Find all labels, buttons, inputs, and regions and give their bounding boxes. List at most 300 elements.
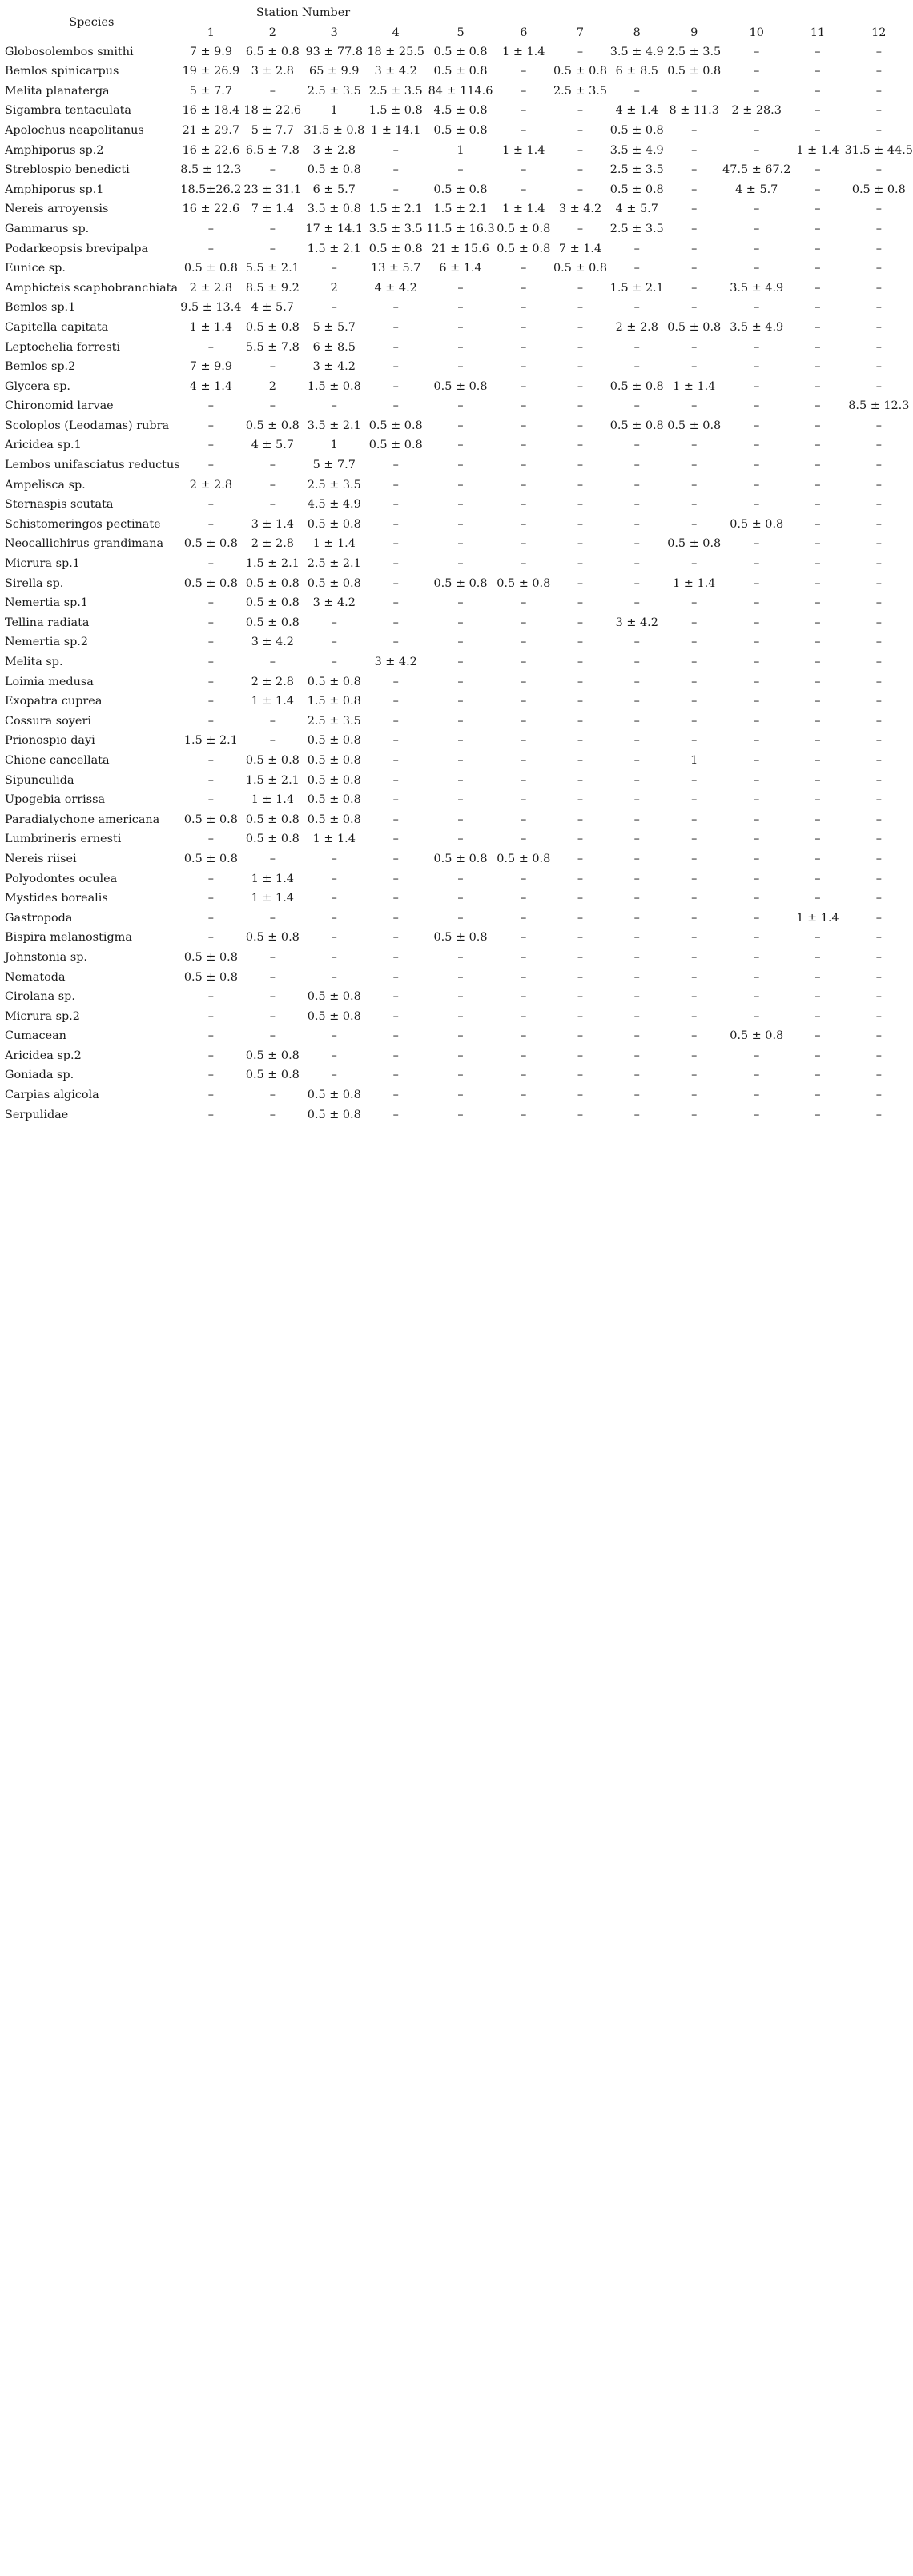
abundance-cell-station-8: 4 ± 1.4 xyxy=(615,104,658,118)
abundance-cell-station-12: – xyxy=(875,773,882,787)
abundance-cell-station-2: – xyxy=(269,163,276,177)
station-number-9: 9 xyxy=(690,26,698,39)
abundance-cell-station-9: – xyxy=(691,84,698,98)
abundance-cell-station-9: – xyxy=(691,636,698,649)
abundance-cell-station-1: – xyxy=(207,1009,214,1023)
abundance-cell-station-12: – xyxy=(875,262,882,275)
abundance-cell-station-9: – xyxy=(691,123,698,137)
abundance-cell-station-3: 0.5 ± 0.8 xyxy=(307,734,361,748)
abundance-cell-station-4: 13 ± 5.7 xyxy=(370,262,421,275)
abundance-cell-station-3: 3.5 ± 0.8 xyxy=(307,203,361,216)
species-abundance-table xyxy=(3,3,913,1125)
abundance-cell-station-5: – xyxy=(457,950,464,964)
abundance-cell-station-12: – xyxy=(875,379,882,393)
species-name-cell: Cirolana sp. xyxy=(5,990,75,1004)
abundance-cell-station-11: – xyxy=(814,872,821,885)
abundance-cell-station-9: – xyxy=(691,892,698,905)
species-name-cell: Sipunculida xyxy=(5,773,74,787)
species-name-cell: Prionospio dayi xyxy=(5,734,95,748)
abundance-cell-station-8: – xyxy=(633,656,640,668)
abundance-cell-station-8: 0.5 ± 0.8 xyxy=(609,123,664,137)
abundance-cell-station-10: – xyxy=(754,695,760,708)
abundance-cell-station-10: – xyxy=(754,45,760,58)
table-row xyxy=(3,751,913,771)
abundance-cell-station-10: – xyxy=(754,557,760,571)
abundance-cell-station-12: – xyxy=(875,163,882,177)
species-name-cell: Amphicteis scaphobranchiata xyxy=(5,281,179,295)
abundance-cell-station-3: 93 ± 77.8 xyxy=(305,45,364,58)
abundance-cell-station-9: – xyxy=(691,262,698,275)
abundance-cell-station-4: 4 ± 4.2 xyxy=(374,281,417,295)
abundance-cell-station-3: 0.5 ± 0.8 xyxy=(307,773,361,787)
abundance-cell-station-4: – xyxy=(392,596,399,610)
abundance-cell-station-2: 2 ± 2.8 xyxy=(251,537,294,551)
abundance-cell-station-4: – xyxy=(392,1108,399,1121)
abundance-cell-station-6: – xyxy=(521,419,527,432)
species-name-cell: Amphiporus sp.1 xyxy=(5,183,104,196)
abundance-cell-station-4: – xyxy=(392,714,399,728)
abundance-cell-station-12: – xyxy=(875,753,882,767)
abundance-cell-station-5: – xyxy=(457,734,464,748)
abundance-cell-station-10: – xyxy=(754,813,760,826)
abundance-cell-station-4: – xyxy=(392,1089,399,1102)
abundance-cell-station-3: 1.5 ± 2.1 xyxy=(307,242,361,255)
abundance-cell-station-12: – xyxy=(875,636,882,649)
abundance-cell-station-5: 0.5 ± 0.8 xyxy=(433,852,488,865)
abundance-cell-station-11: – xyxy=(814,970,821,984)
abundance-cell-station-11: – xyxy=(814,753,821,767)
table-row xyxy=(3,515,913,535)
abundance-cell-station-2: 4 ± 5.7 xyxy=(251,301,294,315)
abundance-cell-station-7: – xyxy=(577,990,584,1004)
abundance-cell-station-1: – xyxy=(207,990,214,1004)
abundance-cell-station-8: – xyxy=(633,911,640,925)
abundance-cell-station-2: 5 ± 7.7 xyxy=(251,123,294,137)
abundance-cell-station-5: – xyxy=(457,793,464,807)
abundance-cell-station-10: – xyxy=(754,340,760,354)
abundance-cell-station-7: – xyxy=(577,714,584,728)
abundance-cell-station-5: – xyxy=(457,656,464,668)
abundance-cell-station-12: – xyxy=(875,872,882,885)
abundance-cell-station-1: 18.5±26.2 xyxy=(180,183,242,196)
abundance-cell-station-6: – xyxy=(521,498,527,512)
abundance-cell-station-11: – xyxy=(814,104,821,118)
abundance-cell-station-9: – xyxy=(691,281,698,295)
abundance-cell-station-2: 6.5 ± 0.8 xyxy=(245,45,300,58)
abundance-cell-station-4: – xyxy=(392,636,399,649)
species-name-cell: Carpias algicola xyxy=(5,1089,99,1102)
species-name-cell: Capitella capitata xyxy=(5,320,109,334)
abundance-cell-station-3: – xyxy=(331,970,337,984)
abundance-cell-station-6: – xyxy=(521,950,527,964)
abundance-cell-station-9: – xyxy=(691,399,698,413)
table-row xyxy=(3,968,913,988)
abundance-cell-station-8: 6 ± 8.5 xyxy=(615,65,658,78)
abundance-cell-station-7: – xyxy=(577,1069,584,1082)
abundance-cell-station-2: 0.5 ± 0.8 xyxy=(245,1069,300,1082)
abundance-cell-station-9: – xyxy=(691,1009,698,1023)
abundance-cell-station-8: – xyxy=(633,950,640,964)
abundance-cell-station-9: – xyxy=(691,439,698,452)
table-row xyxy=(3,357,913,377)
species-name-cell: Ampelisca sp. xyxy=(5,478,86,492)
abundance-cell-station-10: – xyxy=(754,852,760,865)
abundance-cell-station-7: – xyxy=(577,636,584,649)
abundance-cell-station-12: – xyxy=(875,65,882,78)
species-name-cell: Sigambra tentaculata xyxy=(5,104,131,118)
abundance-cell-station-7: – xyxy=(577,1049,584,1062)
abundance-cell-station-11: – xyxy=(814,950,821,964)
abundance-cell-station-6: – xyxy=(521,872,527,885)
table-row xyxy=(3,1105,913,1125)
abundance-cell-station-4: – xyxy=(392,931,399,945)
abundance-cell-station-4: – xyxy=(392,734,399,748)
abundance-cell-station-4: 2.5 ± 3.5 xyxy=(368,84,423,98)
table-row xyxy=(3,279,913,299)
abundance-cell-station-11: – xyxy=(814,734,821,748)
abundance-cell-station-7: – xyxy=(577,793,584,807)
abundance-cell-station-12: 31.5 ± 44.5 xyxy=(844,143,913,157)
abundance-cell-station-8: 2.5 ± 3.5 xyxy=(609,222,664,235)
abundance-cell-station-9: – xyxy=(691,1029,698,1043)
abundance-cell-station-12: – xyxy=(875,222,882,235)
abundance-cell-station-3: 2.5 ± 2.1 xyxy=(307,557,361,571)
species-name-cell: Aricidea sp.1 xyxy=(5,439,82,452)
abundance-cell-station-6: – xyxy=(521,478,527,492)
abundance-cell-station-2: 1 ± 1.4 xyxy=(251,793,294,807)
abundance-cell-station-1: 2 ± 2.8 xyxy=(189,478,232,492)
abundance-cell-station-3: – xyxy=(331,616,337,629)
abundance-cell-station-11: – xyxy=(814,1108,821,1121)
abundance-cell-station-10: – xyxy=(754,990,760,1004)
abundance-cell-station-4: – xyxy=(392,990,399,1004)
abundance-cell-station-6: – xyxy=(521,734,527,748)
abundance-cell-station-6: – xyxy=(521,262,527,275)
abundance-cell-station-6: – xyxy=(521,1089,527,1102)
abundance-cell-station-5: – xyxy=(457,813,464,826)
table-row xyxy=(3,121,913,141)
abundance-cell-station-4: – xyxy=(392,360,399,374)
abundance-cell-station-9: – xyxy=(691,596,698,610)
abundance-cell-station-2: 1 ± 1.4 xyxy=(251,892,294,905)
abundance-cell-station-1: 16 ± 18.4 xyxy=(182,104,240,118)
abundance-cell-station-8: – xyxy=(633,675,640,688)
abundance-cell-station-8: – xyxy=(633,596,640,610)
table-row xyxy=(3,652,913,672)
abundance-cell-station-7: – xyxy=(577,753,584,767)
species-name-cell: Upogebia orrissa xyxy=(5,793,106,807)
abundance-cell-station-2: 5.5 ± 7.8 xyxy=(245,340,300,354)
abundance-cell-station-4: – xyxy=(392,1069,399,1082)
abundance-cell-station-8: 3.5 ± 4.9 xyxy=(609,45,664,58)
station-number-8: 8 xyxy=(633,26,641,39)
abundance-cell-station-9: – xyxy=(691,478,698,492)
abundance-cell-station-9: – xyxy=(691,143,698,157)
abundance-cell-station-5: – xyxy=(457,459,464,472)
table-row xyxy=(3,928,913,948)
abundance-cell-station-8: 3 ± 4.2 xyxy=(615,616,658,629)
abundance-cell-station-4: – xyxy=(392,1029,399,1043)
abundance-cell-station-2: 1.5 ± 2.1 xyxy=(245,557,300,571)
abundance-cell-station-1: 1.5 ± 2.1 xyxy=(183,734,238,748)
abundance-cell-station-10: – xyxy=(754,262,760,275)
abundance-cell-station-4: 1 ± 14.1 xyxy=(370,123,421,137)
abundance-cell-station-11: – xyxy=(814,675,821,688)
abundance-cell-station-3: 0.5 ± 0.8 xyxy=(307,793,361,807)
table-row xyxy=(3,318,913,338)
abundance-cell-station-10: – xyxy=(754,636,760,649)
abundance-cell-station-10: – xyxy=(754,753,760,767)
table-row xyxy=(3,42,913,62)
table-row xyxy=(3,141,913,161)
abundance-cell-station-1: – xyxy=(207,656,214,668)
table-row xyxy=(3,1065,913,1085)
species-name-cell: Nereis arroyensis xyxy=(5,203,109,216)
abundance-cell-station-9: 0.5 ± 0.8 xyxy=(667,65,722,78)
abundance-cell-station-4: – xyxy=(392,301,399,315)
abundance-cell-station-2: 0.5 ± 0.8 xyxy=(245,576,300,590)
species-name-cell: Exopatra cuprea xyxy=(5,695,103,708)
abundance-cell-station-5: – xyxy=(457,1009,464,1023)
abundance-cell-station-10: – xyxy=(754,1089,760,1102)
abundance-cell-station-1: 21 ± 29.7 xyxy=(182,123,240,137)
abundance-cell-station-11: – xyxy=(814,459,821,472)
abundance-cell-station-2: 7 ± 1.4 xyxy=(251,203,294,216)
abundance-cell-station-11: – xyxy=(814,281,821,295)
abundance-cell-station-3: 3 ± 4.2 xyxy=(312,360,356,374)
abundance-cell-station-5: 6 ± 1.4 xyxy=(439,262,482,275)
abundance-cell-station-4: 3 ± 4.2 xyxy=(374,65,417,78)
station-number-11: 11 xyxy=(810,26,826,39)
abundance-cell-station-2: – xyxy=(269,656,276,668)
abundance-cell-station-9: 1 xyxy=(690,753,698,767)
abundance-cell-station-7: – xyxy=(577,734,584,748)
abundance-cell-station-7: – xyxy=(577,517,584,531)
abundance-cell-station-2: – xyxy=(269,360,276,374)
abundance-cell-station-1: – xyxy=(207,498,214,512)
abundance-cell-station-12: – xyxy=(875,576,882,590)
abundance-cell-station-6: – xyxy=(521,675,527,688)
abundance-cell-station-12: – xyxy=(875,123,882,137)
abundance-cell-station-2: – xyxy=(269,242,276,255)
abundance-cell-station-10: – xyxy=(754,833,760,846)
abundance-cell-station-2: 2 xyxy=(268,379,276,393)
abundance-cell-station-6: 1 ± 1.4 xyxy=(502,203,545,216)
abundance-cell-station-2: – xyxy=(269,950,276,964)
abundance-cell-station-4: – xyxy=(392,753,399,767)
abundance-cell-station-1: 7 ± 9.9 xyxy=(189,360,232,374)
abundance-cell-station-2: – xyxy=(269,498,276,512)
abundance-cell-station-1: – xyxy=(207,439,214,452)
abundance-cell-station-4: – xyxy=(392,163,399,177)
abundance-cell-station-11: – xyxy=(814,636,821,649)
abundance-cell-station-11: – xyxy=(814,656,821,668)
abundance-cell-station-5: 21 ± 15.6 xyxy=(432,242,489,255)
abundance-cell-station-3: 0.5 ± 0.8 xyxy=(307,1009,361,1023)
abundance-cell-station-3: 1.5 ± 0.8 xyxy=(307,695,361,708)
abundance-cell-station-5: 11.5 ± 16.3 xyxy=(426,222,495,235)
abundance-cell-station-12: – xyxy=(875,990,882,1004)
abundance-cell-station-5: 0.5 ± 0.8 xyxy=(433,379,488,393)
abundance-cell-station-12: – xyxy=(875,439,882,452)
abundance-cell-station-12: – xyxy=(875,734,882,748)
species-name-cell: Apolochus neapolitanus xyxy=(5,123,144,137)
abundance-cell-station-7: – xyxy=(577,183,584,196)
abundance-cell-station-11: – xyxy=(814,892,821,905)
abundance-cell-station-11: – xyxy=(814,695,821,708)
abundance-cell-station-4: – xyxy=(392,970,399,984)
abundance-cell-station-3: – xyxy=(331,852,337,865)
species-name-cell: Chironomid larvae xyxy=(5,399,114,413)
species-name-cell: Bispira melanostigma xyxy=(5,931,132,945)
abundance-cell-station-1: – xyxy=(207,340,214,354)
abundance-cell-station-5: – xyxy=(457,892,464,905)
abundance-cell-station-3: 3 ± 4.2 xyxy=(312,596,356,610)
abundance-cell-station-10: – xyxy=(754,616,760,629)
abundance-cell-station-8: – xyxy=(633,793,640,807)
abundance-cell-station-12: – xyxy=(875,833,882,846)
abundance-cell-station-8: – xyxy=(633,813,640,826)
abundance-cell-station-8: 4 ± 5.7 xyxy=(615,203,658,216)
abundance-cell-station-3: 1 xyxy=(330,439,338,452)
abundance-cell-station-12: – xyxy=(875,517,882,531)
abundance-cell-station-7: – xyxy=(577,675,584,688)
abundance-cell-station-4: 18 ± 25.5 xyxy=(367,45,424,58)
abundance-cell-station-10: – xyxy=(754,537,760,551)
abundance-cell-station-8: – xyxy=(633,576,640,590)
abundance-cell-station-8: – xyxy=(633,1009,640,1023)
abundance-cell-station-4: – xyxy=(392,537,399,551)
table-row xyxy=(3,672,913,692)
abundance-cell-station-6: – xyxy=(521,714,527,728)
abundance-cell-station-8: – xyxy=(633,360,640,374)
abundance-cell-station-11: – xyxy=(814,833,821,846)
abundance-cell-station-6: – xyxy=(521,399,527,413)
table-body xyxy=(3,42,913,1125)
abundance-cell-station-9: – xyxy=(691,793,698,807)
abundance-cell-station-7: – xyxy=(577,498,584,512)
abundance-cell-station-7: – xyxy=(577,320,584,334)
station-number-12: 12 xyxy=(871,26,887,39)
abundance-cell-station-7: – xyxy=(577,301,584,315)
abundance-cell-station-6: – xyxy=(521,656,527,668)
abundance-cell-station-6: – xyxy=(521,360,527,374)
abundance-cell-station-12: – xyxy=(875,596,882,610)
abundance-cell-station-11: – xyxy=(814,576,821,590)
species-name-cell: Tellina radiata xyxy=(5,616,90,629)
abundance-cell-station-4: – xyxy=(392,833,399,846)
abundance-cell-station-7: – xyxy=(577,163,584,177)
species-name-cell: Sirella sp. xyxy=(5,576,64,590)
abundance-cell-station-3: 0.5 ± 0.8 xyxy=(307,1089,361,1102)
abundance-cell-station-9: – xyxy=(691,242,698,255)
abundance-cell-station-8: – xyxy=(633,892,640,905)
abundance-cell-station-12: – xyxy=(875,320,882,334)
abundance-cell-station-7: – xyxy=(577,379,584,393)
abundance-cell-station-4: 1.5 ± 2.1 xyxy=(368,203,423,216)
abundance-cell-station-3: 6 ± 8.5 xyxy=(312,340,356,354)
abundance-cell-station-6: 0.5 ± 0.8 xyxy=(497,242,551,255)
abundance-cell-station-10: – xyxy=(754,773,760,787)
abundance-cell-station-9: 2.5 ± 3.5 xyxy=(667,45,722,58)
abundance-cell-station-8: 3.5 ± 4.9 xyxy=(609,143,664,157)
abundance-cell-station-11: – xyxy=(814,183,821,196)
table-row xyxy=(3,160,913,180)
abundance-cell-station-4: – xyxy=(392,478,399,492)
abundance-cell-station-1: – xyxy=(207,1049,214,1062)
abundance-cell-station-10: – xyxy=(754,911,760,925)
abundance-cell-station-10: 3.5 ± 4.9 xyxy=(730,281,784,295)
abundance-cell-station-5: 1 xyxy=(456,143,465,157)
abundance-cell-station-2: 6.5 ± 7.8 xyxy=(245,143,300,157)
abundance-cell-station-1: – xyxy=(207,892,214,905)
abundance-cell-station-1: 0.5 ± 0.8 xyxy=(183,970,238,984)
abundance-cell-station-7: 2.5 ± 3.5 xyxy=(553,84,607,98)
abundance-cell-station-5: – xyxy=(457,439,464,452)
abundance-cell-station-9: 8 ± 11.3 xyxy=(669,104,719,118)
station-number-6: 6 xyxy=(520,26,528,39)
abundance-cell-station-8: – xyxy=(633,84,640,98)
abundance-cell-station-6: – xyxy=(521,793,527,807)
table-row xyxy=(3,889,913,909)
abundance-cell-station-4: – xyxy=(392,950,399,964)
abundance-cell-station-2: – xyxy=(269,1009,276,1023)
abundance-cell-station-1: – xyxy=(207,1029,214,1043)
abundance-cell-station-12: – xyxy=(875,478,882,492)
abundance-cell-station-3: – xyxy=(331,931,337,945)
abundance-cell-station-8: – xyxy=(633,872,640,885)
abundance-cell-station-3: 0.5 ± 0.8 xyxy=(307,753,361,767)
abundance-cell-station-9: – xyxy=(691,773,698,787)
abundance-cell-station-7: – xyxy=(577,537,584,551)
abundance-cell-station-10: – xyxy=(754,793,760,807)
abundance-cell-station-10: – xyxy=(754,459,760,472)
abundance-cell-station-10: – xyxy=(754,65,760,78)
abundance-cell-station-8: – xyxy=(633,1108,640,1121)
abundance-cell-station-9: – xyxy=(691,203,698,216)
species-name-cell: Sternaspis scutata xyxy=(5,498,114,512)
abundance-cell-station-12: – xyxy=(875,656,882,668)
abundance-cell-station-12: – xyxy=(875,1049,882,1062)
abundance-cell-station-7: – xyxy=(577,892,584,905)
abundance-cell-station-7: 0.5 ± 0.8 xyxy=(553,262,607,275)
abundance-cell-station-6: – xyxy=(521,557,527,571)
abundance-cell-station-5: 4.5 ± 0.8 xyxy=(433,104,488,118)
abundance-cell-station-9: 0.5 ± 0.8 xyxy=(667,419,722,432)
abundance-cell-station-9: 0.5 ± 0.8 xyxy=(667,537,722,551)
abundance-cell-station-3: 0.5 ± 0.8 xyxy=(307,163,361,177)
abundance-cell-station-1: 0.5 ± 0.8 xyxy=(183,537,238,551)
abundance-cell-station-10: – xyxy=(754,222,760,235)
abundance-cell-station-12: – xyxy=(875,1089,882,1102)
abundance-cell-station-5: 0.5 ± 0.8 xyxy=(433,65,488,78)
abundance-cell-station-12: – xyxy=(875,340,882,354)
abundance-cell-station-10: – xyxy=(754,439,760,452)
table-row xyxy=(3,613,913,633)
abundance-cell-station-1: 1 ± 1.4 xyxy=(189,320,232,334)
abundance-cell-station-6: – xyxy=(521,183,527,196)
abundance-cell-station-6: – xyxy=(521,931,527,945)
abundance-cell-station-3: – xyxy=(331,911,337,925)
abundance-cell-station-5: – xyxy=(457,753,464,767)
abundance-cell-station-8: – xyxy=(633,970,640,984)
species-name-cell: Goniada sp. xyxy=(5,1069,74,1082)
abundance-cell-station-4: – xyxy=(392,695,399,708)
abundance-cell-station-10: – xyxy=(754,1049,760,1062)
station-number-4: 4 xyxy=(392,26,400,39)
abundance-cell-station-9: – xyxy=(691,616,698,629)
station-number-7: 7 xyxy=(576,26,585,39)
